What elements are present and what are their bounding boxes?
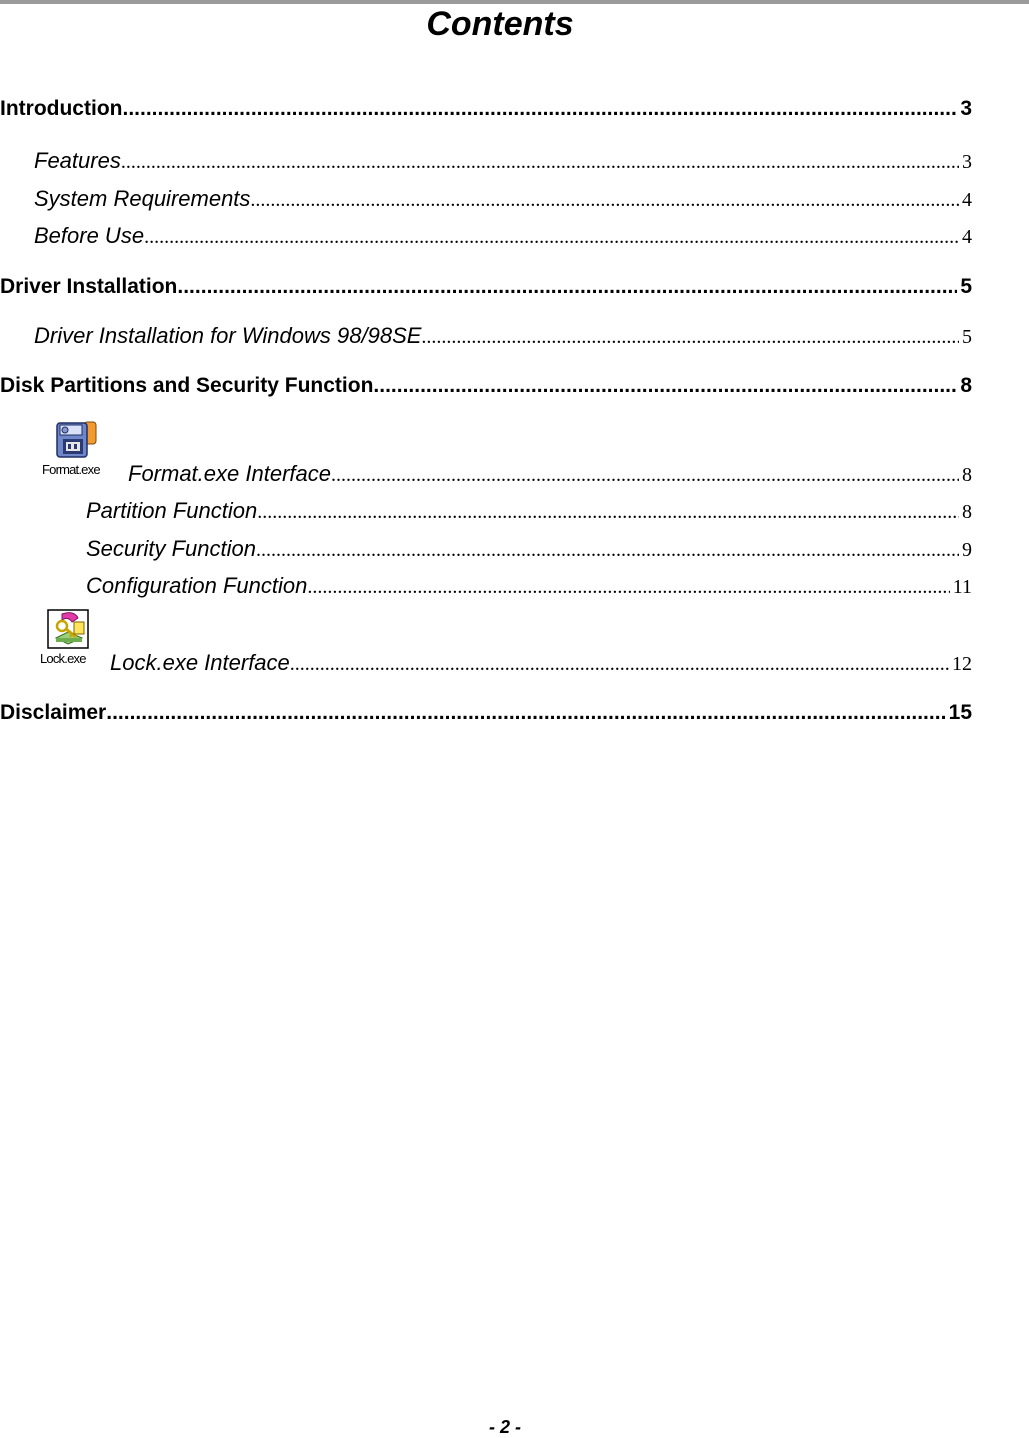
toc-label: Disk Partitions and Security Function <box>0 374 374 397</box>
toc-label: Configuration Function <box>86 573 308 598</box>
toc-entry-partition-function[interactable] <box>86 498 972 524</box>
toc-entry-introduction[interactable] <box>0 97 972 121</box>
toc-leader <box>307 576 949 599</box>
toc-entry-format-exe-interface[interactable] <box>128 461 972 487</box>
toc-leader <box>106 701 945 725</box>
toc-entry-disclaimer[interactable] <box>0 701 972 725</box>
toc-entry-configuration-function[interactable] <box>86 573 972 599</box>
toc-label: Disclaimer <box>0 701 107 724</box>
toc-entry-lock-exe-interface[interactable] <box>110 650 972 676</box>
toc-entry-disk-partitions[interactable] <box>0 374 972 398</box>
toc-entry-system-requirements[interactable] <box>34 186 972 212</box>
toc-page: 3 <box>960 97 972 120</box>
toc-leader <box>256 539 959 562</box>
toc-leader <box>421 326 959 349</box>
toc-label: Before Use <box>34 223 145 248</box>
toc-label: Partition Function <box>86 498 258 523</box>
toc-label: Lock.exe Interface <box>110 650 290 675</box>
toc-page: 5 <box>962 326 972 348</box>
toc-label: Security Function <box>86 536 256 561</box>
toc-page: 15 <box>948 701 972 724</box>
toc-leader <box>373 374 957 398</box>
toc-leader <box>257 501 959 524</box>
toc-page: 11 <box>952 576 972 598</box>
toc-page: 4 <box>962 226 972 248</box>
toc-entry-features[interactable] <box>34 148 972 174</box>
toc-entry-security-function[interactable] <box>86 536 972 562</box>
toc-label: Driver Installation <box>0 275 178 298</box>
toc-entry-before-use[interactable] <box>34 223 972 249</box>
format-exe-icon <box>54 420 100 462</box>
toc-label: Format.exe Interface <box>128 461 331 486</box>
toc-label: Introduction <box>0 97 123 120</box>
page-title: Contents <box>426 5 574 43</box>
toc-page: 8 <box>960 374 972 397</box>
toc-label: Features <box>34 148 121 173</box>
toc-leader <box>122 97 957 121</box>
toc-leader <box>331 464 959 487</box>
toc-leader <box>290 653 949 676</box>
page-number: - 2 - <box>488 1417 521 1437</box>
format-exe-icon-caption: Format.exe <box>42 462 100 477</box>
toc-page: 8 <box>962 464 972 486</box>
toc-page: 9 <box>962 539 972 561</box>
toc-leader <box>144 226 959 249</box>
lock-exe-icon <box>46 608 90 650</box>
toc-leader <box>121 151 959 174</box>
toc-page: 12 <box>952 653 972 675</box>
toc-label: System Requirements <box>34 186 251 211</box>
toc-entry-driver-installation[interactable] <box>0 275 972 299</box>
toc-page: 3 <box>962 151 972 173</box>
toc-entry-driver-installation-win98[interactable] <box>34 323 972 349</box>
lock-exe-icon-caption: Lock.exe <box>40 651 86 666</box>
toc-leader <box>250 189 959 212</box>
toc-page: 5 <box>960 275 972 298</box>
toc-label: Driver Installation for Windows 98/98SE <box>34 323 422 348</box>
toc-leader <box>177 275 957 299</box>
toc-page: 4 <box>962 189 972 211</box>
toc-page: 8 <box>962 501 972 523</box>
